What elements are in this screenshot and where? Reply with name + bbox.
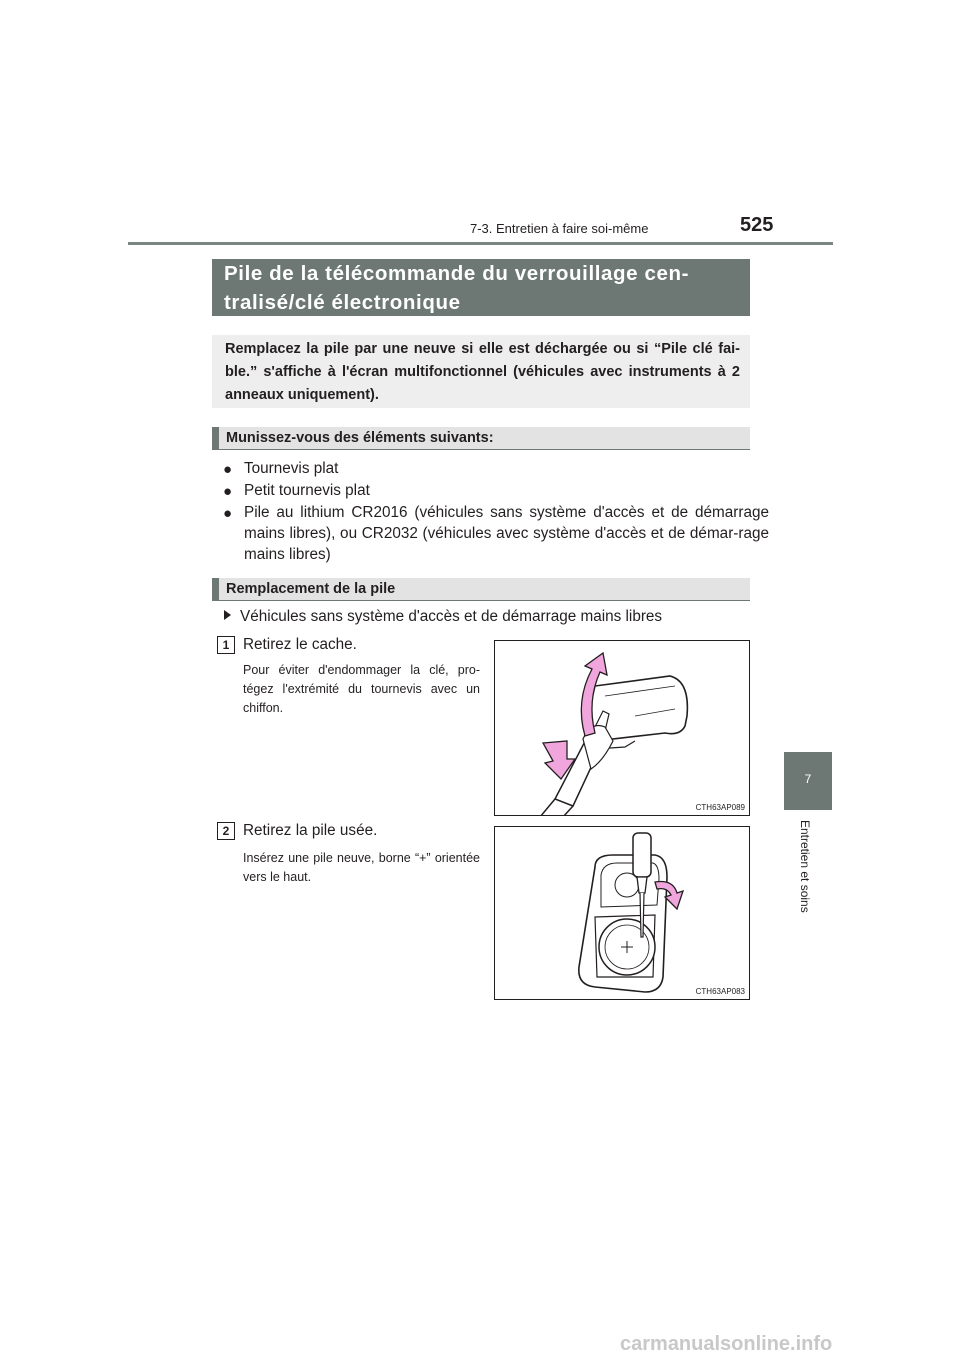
header-divider <box>128 242 833 245</box>
chapter-number: 7 <box>804 772 812 786</box>
step-title: Retirez la pile usée. <box>243 822 378 839</box>
list-item-text: Petit tournevis plat <box>244 482 370 499</box>
replacement-heading: Remplacement de la pile <box>212 578 750 601</box>
step-number-badge: 1 <box>217 636 235 654</box>
page-title <box>212 259 750 316</box>
step-note: Pour éviter d'endommager la clé, pro-tégez l'extrémité du tournevis avec un chiffon. <box>243 663 480 715</box>
triangle-bullet-icon <box>224 610 231 620</box>
condition-line <box>224 608 662 626</box>
header-section-title: 7-3. Entretien à faire soi-même <box>470 221 649 236</box>
list-item-text: Tournevis plat <box>244 460 339 477</box>
bullet-icon: ● <box>223 505 233 522</box>
chapter-label-container <box>784 820 832 940</box>
chapter-tab <box>784 752 832 810</box>
page-number: 525 <box>740 214 774 236</box>
chapter-label: Entretien et soins <box>798 820 812 913</box>
figure-code: CTH63AP089 <box>695 803 745 812</box>
bullet-icon: ● <box>223 461 233 478</box>
watermark: carmanualsonline.info <box>620 1333 833 1355</box>
step-title: Retirez le cache. <box>243 636 357 653</box>
figure-remove-cover <box>494 640 750 816</box>
materials-heading: Munissez-vous des éléments suivants: <box>212 427 750 450</box>
page-title-line2: tralisé/clé électronique <box>224 291 461 314</box>
step-number-badge: 2 <box>217 822 235 840</box>
step-note: Insérez une pile neuve, borne “+” orientée vers le haut. <box>243 851 480 884</box>
figure-remove-battery <box>494 826 750 1000</box>
battery-illustration <box>495 827 750 1000</box>
figure-code: CTH63AP083 <box>695 987 745 996</box>
intro-text: Remplacez la pile par une neuve si elle est déchargée ou si “Pile clé fai-ble.” s'affiche à l'écran multifonctionnel (véhicules avec instruments à 2 anneaux uniquement). <box>212 335 750 408</box>
list-item-text: Pile au lithium CR2016 (véhicules sans système d'accès et de démarrage mains libres), ou CR2032 (véhicules avec système d'accès et de démar-rage mains libres) <box>244 504 769 563</box>
page-title-line1: Pile de la télécommande du verrouillage cen- <box>224 262 690 285</box>
condition-text: Véhicules sans système d'accès et de démarrage mains libres <box>240 608 663 625</box>
key-cover-illustration <box>495 641 750 816</box>
bullet-icon: ● <box>223 483 233 500</box>
